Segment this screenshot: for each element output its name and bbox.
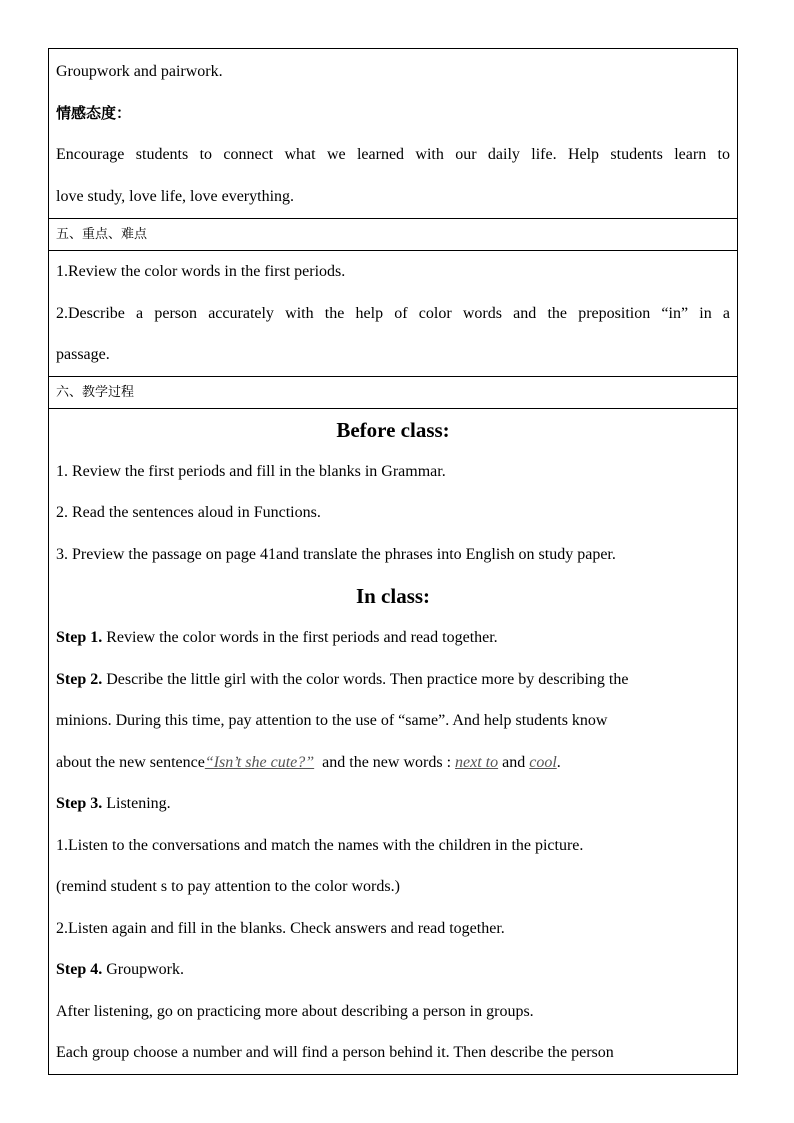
step2-line [56, 659, 730, 701]
before-item-1: 1. Review the first periods and fill in the blanks in Grammar. [56, 462, 446, 480]
step3-item-2: 2.Listen again and fill in the blanks. Check answers and read together. [56, 919, 505, 937]
step3-note: (remind student s to pay attention to the color words.) [56, 878, 400, 895]
before-item-3: 3. Preview the passage on page 41and translate the phrases into English on study paper. [56, 545, 616, 563]
step4-line-2: Each group choose a number and will find a person behind it. Then describe the person [56, 1044, 614, 1061]
step4-line-1: After listening, go on practicing more about describing a person in groups. [56, 1002, 534, 1020]
step4-label: Step 4. [56, 961, 103, 978]
encourage-line: Encourage students to connect what we learned with our daily life. Help students learn to [56, 146, 730, 163]
example-sentence: “Isn’t she cute?” [204, 753, 315, 771]
before-item-2: 2. Read the sentences aloud in Functions. [56, 504, 321, 521]
keypoint-2-cont: passage. [56, 346, 110, 363]
step2-and: and [498, 753, 530, 771]
step3-text: Listening. [102, 795, 171, 812]
section5-body [49, 251, 738, 377]
step4-line [56, 949, 730, 991]
emotion-attitude-heading: 情感态度： [56, 103, 132, 122]
step2-line3-pre: about the new sentence [56, 753, 205, 771]
step2-text: Describe the little girl with the color words. Then practice more by describing the [102, 670, 629, 688]
step2-end: . [556, 753, 561, 771]
step1-text: Review the color words in the first periods and read together. [102, 629, 498, 646]
section5-body-row [49, 251, 738, 377]
step2-line-2: minions. During this time, pay attention to the use of “same”. And help students know [56, 712, 608, 729]
love-line: love study, love life, love everything. [56, 187, 295, 205]
step3-label: Step 3. [56, 795, 103, 812]
in-class-heading: In class: [355, 584, 431, 608]
before-class-heading: Before class: [336, 417, 450, 442]
section6-title: 六、教学过程 [49, 376, 738, 408]
step1-label: Step 1. [56, 629, 103, 646]
step2-line-3 [56, 742, 730, 784]
new-word-next-to: next to [455, 753, 499, 771]
step4-text: Groupwork. [102, 961, 184, 978]
step3-item-1: 1.Listen to the conversations and match the names with the children in the picture. [56, 836, 584, 854]
section6-body [49, 408, 738, 1074]
section5-header-row [49, 219, 738, 251]
new-word-cool: cool [529, 753, 557, 771]
keypoint-1: 1.Review the color words in the first periods. [56, 263, 346, 280]
step2-label: Step 2. [56, 670, 103, 688]
goals-cell [49, 49, 738, 219]
section6-body-row [49, 408, 738, 1074]
step1-line [56, 617, 730, 659]
section5-title: 五、重点、难点 [49, 219, 738, 251]
step2-line3-mid: and the new words : [314, 753, 456, 771]
step3-line [56, 783, 730, 825]
keypoint-2: 2.Describe a person accurately with the help of color words and the preposition “in” in a [56, 304, 730, 322]
groupwork-line: Groupwork and pairwork. [56, 63, 223, 80]
section6-header-row [49, 376, 738, 408]
lesson-plan-table [48, 48, 738, 1075]
goals-row [49, 49, 738, 219]
